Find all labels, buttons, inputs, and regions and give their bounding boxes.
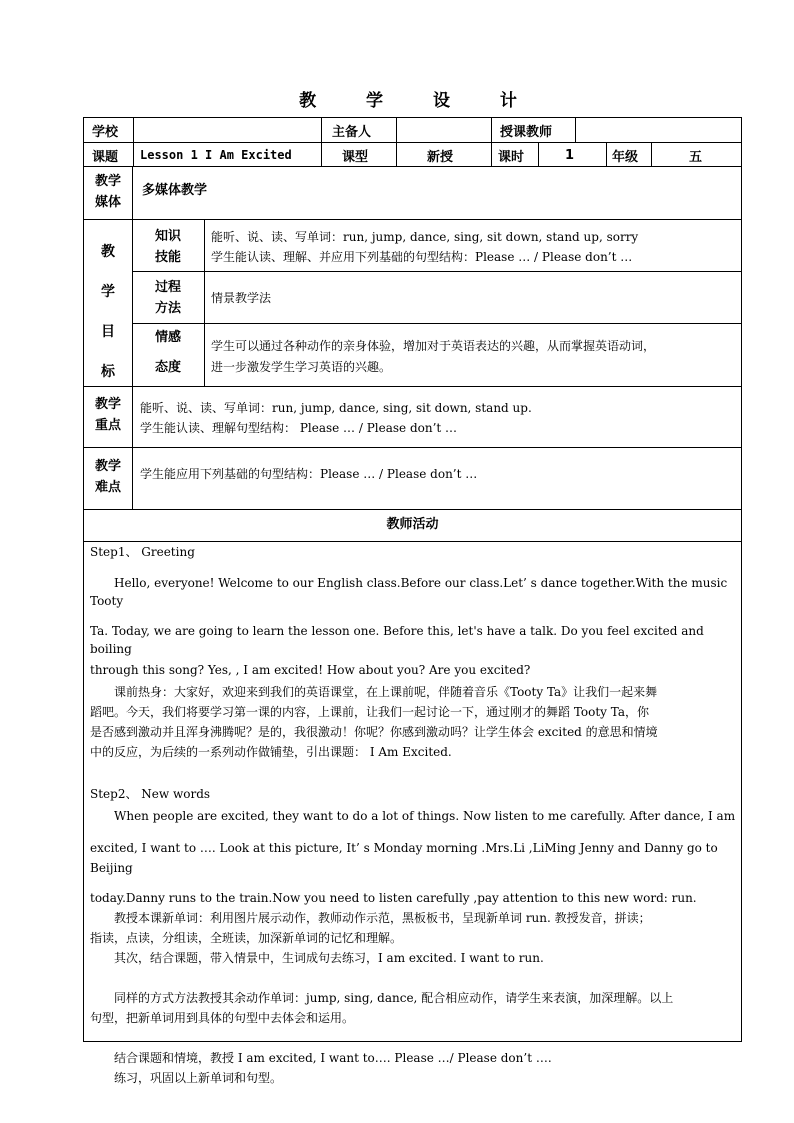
activities-body: Step1、 Greeting Hello, everyone! Welcome to our English class.Before our class.Let’ s dance together.With the music Tooty Ta. Today, we are going to learn the lesson one. Before this, let's have a talk. Do you feel excited and boiling through this song? Yes, , I am excited! How about you? Are you excited? 课前热身：大家好，欢迎来到我们的英语课堂，在上课前呢，伴随着音乐《Tooty Ta》让我们一起来舞 蹈吧。今天，我们将要学习第一课的内容，上课前，让我们一起讨论一下，通过刚才的舞蹈 Tooty Ta，你 是否感到激动并且浑身沸腾呢？是的，我很激动！你呢？你感到激动吗？让学生体会 excited 的意思和情境 中的反应，为后续的一系列动作做铺垫，引出课题： I Am Excited. Step2、 New words When people are excited, they want to do a lot of things. Now listen to me carefully. After dance, I am excited, I want to …. Look at this picture, It’ s Monday morning .Mrs.Li ,LiMing Jenny and Danny go to Beijing today.Danny runs to the train.Now you need to listen carefully ,pay attention to this new word: run. 教授本课新单词：利用图片展示动作，教师动作示范，黑板板书，呈现新单词 run. 教授发音，拼读； 指读，点读，分组读，全班读，加深新单词的记忆和理解。 其次，结合课题，带入情景中，生词成句去练习，I am excited. I want to run. 同样的方式方法教授其余动作单词：jump, sing, dance, 配合相应动作，请学生来表演，加深理解。以上 句型，把新单词用到具体的句型中去体会和运用。 结合课题和情境，教授 I am excited, I want to…. Please …/ Please don’t …. 练习，巩固以上新单词和句型。: [90, 542, 736, 1088]
topic-label: 课题: [84, 143, 134, 167]
key-points-label: 教学 重点: [94, 397, 121, 433]
step1-title: Step1、 Greeting: [90, 545, 195, 559]
school-label: 学校: [84, 118, 134, 142]
key-points-text: 能听、说、读、写单词：run, jump, dance, sing, sit down, stand up. 学生能认读、理解句型结构： Please … / Please don’t …: [140, 401, 532, 435]
preparer-label: 主备人: [322, 118, 397, 142]
period-value: 1: [539, 143, 607, 167]
difficulties-label: 教学 难点: [94, 459, 121, 495]
process-text: 情景教学法: [211, 291, 272, 305]
topic-value: Lesson 1 I Am Excited: [134, 143, 322, 167]
knowledge-label: 知识 技能: [154, 229, 181, 265]
difficulties-text: 学生能应用下列基础的句型结构：Please … / Please don’t …: [140, 467, 478, 481]
page-title: 教 学 设 计: [299, 91, 539, 111]
type-value: 新授: [397, 143, 492, 167]
grade-value: 五: [689, 149, 703, 165]
emotion-label: 情感 态度: [154, 330, 181, 375]
media-label: 教学 媒体: [94, 174, 121, 210]
school-value: [134, 118, 322, 142]
step2-title: Step2、 New words: [90, 787, 211, 801]
type-label: 课型: [322, 143, 397, 167]
header-table: [83, 117, 742, 167]
process-label: 过程 方法: [154, 280, 181, 316]
preparer-value: [397, 118, 492, 142]
teacher-label: 授课教师: [492, 118, 576, 142]
lesson-plan-table: [83, 166, 742, 1085]
media-value: 多媒体教学: [142, 183, 208, 198]
activities-heading: 教师活动: [386, 517, 439, 532]
emotion-text: 学生可以通过各种动作的亲身体验，增加对于英语表达的兴趣，从而掌握英语动词， 进一步激发学生学习英语的兴趣。: [211, 339, 656, 374]
period-label: 课时: [492, 143, 539, 167]
objectives-label: 教 学 目 标: [101, 244, 115, 380]
teacher-value: [576, 118, 741, 142]
knowledge-text: 能听、说、读、写单词：run, jump, dance, sing, sit down, stand up, sorry 学生能认读、理解、并应用下列基础的句型结构：Please … / Please don’t …: [211, 230, 639, 264]
grade-label: 年级: [607, 143, 652, 167]
